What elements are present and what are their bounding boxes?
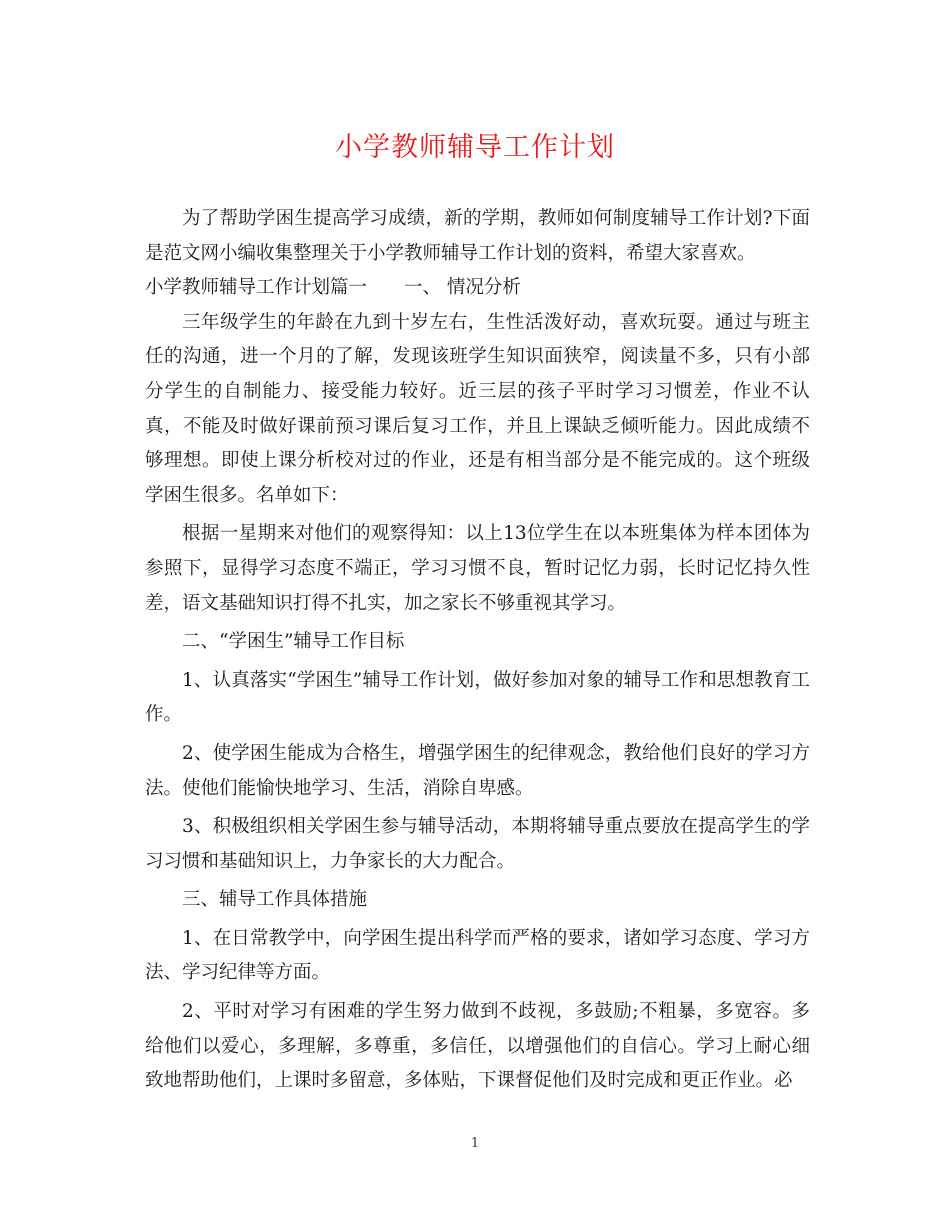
observation-paragraph: 根据一星期来对他们的观察得知：以上13位学生在以本班集体为样本团体为参照下，显得学习态度不端正，学习习惯不良，暂时记忆力弱，长时记忆持久性差，语文基础知识打得不扎实，加之家长不够重视其学习。: [145, 523, 810, 614]
situation-paragraph: 三年级学生的年龄在九到十岁左右，生性活泼好动，喜欢玩耍。通过与班主任的沟通，进一个月的了解，发现该班学生知识面狭窄，阅读量不多，只有小部分学生的自制能力、接受能力较好。近三层的孩子平时学习习惯差，作业不认真，不能及时做好课前预习课后复习工作，并且上课缺乏倾听能力。因此成绩不够理想。即使上课分析校对过的作业，还是有相当部分是不能完成的。这个班级学困生很多。名单如下：: [145, 311, 810, 506]
document-body: [145, 202, 810, 1099]
measure-item-2: 2、平时对学习有困难的学生努力做到不歧视，多鼓励;不粗暴，多宽容。多给他们以爱心，多理解，多尊重，多信任，以增强他们的自信心。学习上耐心细致地帮助他们，上课时多留意，多体贴，下课督促他们及时完成和更正作业。必: [145, 1001, 810, 1092]
section-heading-situation: 小学教师辅导工作计划篇一 一、 情况分析: [145, 277, 521, 299]
section-heading-goals: 二、“学困生”辅导工作目标: [182, 631, 405, 653]
intro-paragraph: 为了帮助学困生提高学习成绩，新的学期，教师如何制度辅导工作计划?下面是范文网小编收集整理关于小学教师辅导工作计划的资料，希望大家喜欢。: [145, 208, 810, 264]
goal-item-1: 1、认真落实“学困生”辅导工作计划，做好参加对象的辅导工作和思想教育工作。: [145, 669, 810, 726]
goal-item-3: 3、积极组织相关学困生参与辅导活动，本期将辅导重点要放在提高学生的学习习惯和基础知识上，力争家长的大力配合。: [145, 816, 810, 872]
document-title: 小学教师辅导工作计划: [335, 132, 615, 163]
section-heading-measures: 三、辅导工作具体措施: [182, 889, 368, 911]
measure-item-1: 1、在日常教学中，向学困生提出科学而严格的要求，诸如学习态度、学习方法、学习纪律等方面。: [145, 927, 810, 984]
page-number: 1: [470, 1136, 480, 1151]
goal-item-2: 2、使学困生能成为合格生，增强学困生的纪律观念，教给他们良好的学习方法。使他们能愉快地学习、生活，消除自卑感。: [145, 742, 810, 799]
